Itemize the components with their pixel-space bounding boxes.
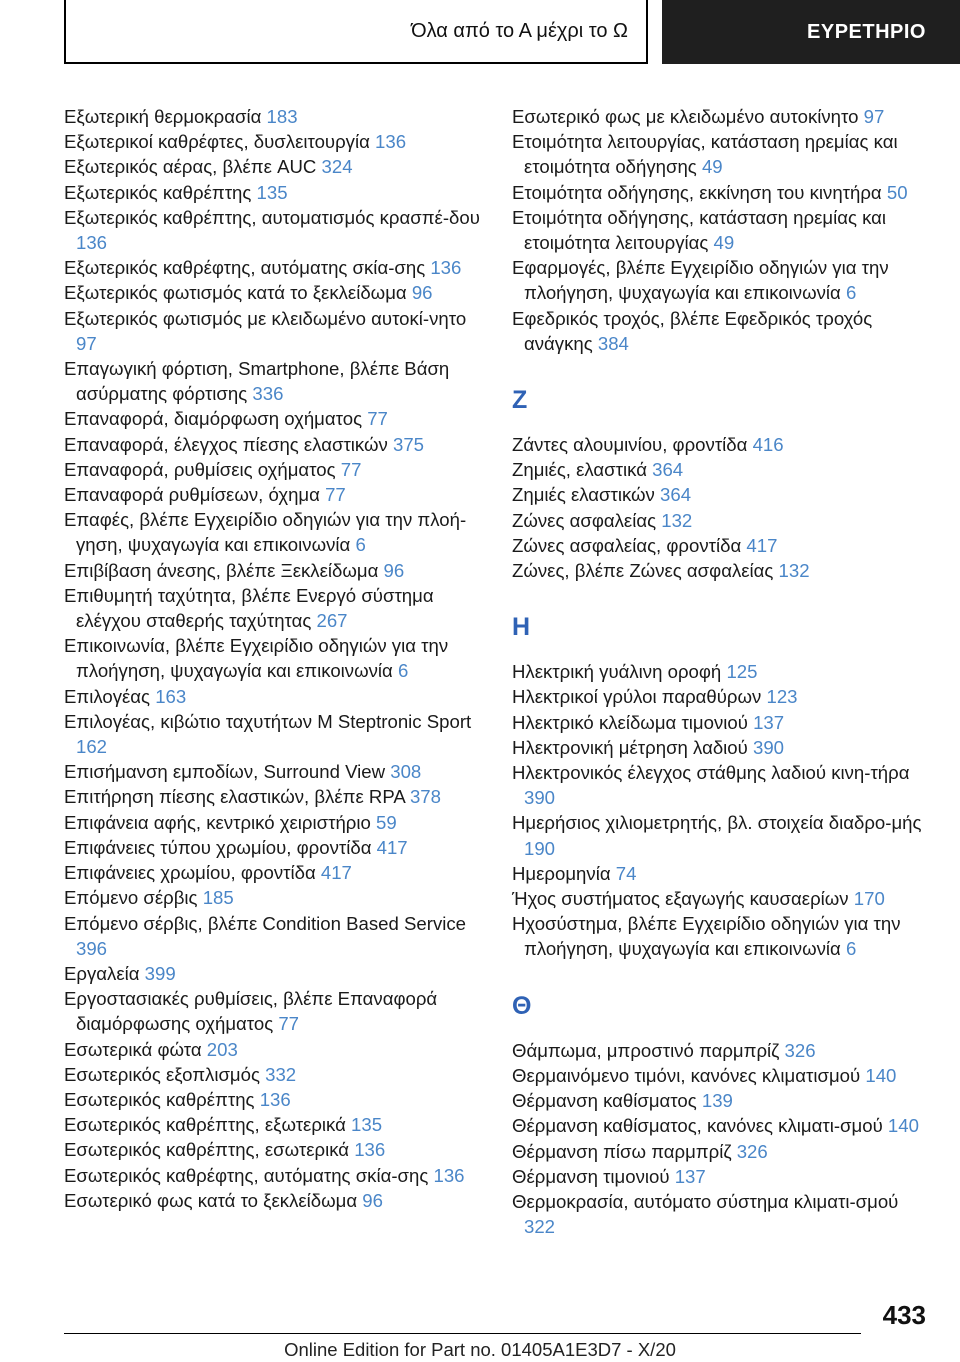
entry-term: Επιλογέας, κιβώτιο ταχυτήτων M Steptronic Sport xyxy=(64,710,472,732)
entry-page-link[interactable]: 332 xyxy=(265,1063,297,1085)
index-entry xyxy=(512,735,932,760)
entry-page-link[interactable]: 136 xyxy=(433,1164,465,1186)
entry-page-link[interactable]: 324 xyxy=(321,156,353,178)
entry-term: Επιφάνειες χρωμίου, φροντίδα xyxy=(64,862,316,884)
entry-page-link[interactable]: 417 xyxy=(746,534,778,556)
chapter-tab xyxy=(64,0,648,64)
index-entry xyxy=(64,306,484,356)
index-entry xyxy=(64,1062,484,1087)
entry-term: Επισήμανση εμποδίων, Surround View xyxy=(64,761,386,783)
entry-page-link[interactable]: 384 xyxy=(597,332,629,354)
entry-page-link[interactable]: 77 xyxy=(340,458,362,480)
entry-term: Ηλεκτρικοί γρύλοι παραθύρων xyxy=(512,686,762,708)
entry-term: Εσωτερικός εξοπλισμός xyxy=(64,1063,260,1085)
index-entry xyxy=(512,180,932,205)
entry-page-link[interactable]: 136 xyxy=(430,257,462,279)
entry-term: Ζώνες ασφαλείας, φροντίδα xyxy=(512,534,742,556)
entry-page-link[interactable]: 183 xyxy=(266,106,298,127)
entry-page-link[interactable]: 267 xyxy=(316,610,348,632)
entry-term: Επιθυμητή ταχύτητα, βλέπε Ενεργό σύστημα ελέγχου σταθερής ταχύτητας xyxy=(64,584,434,632)
index-entry xyxy=(64,1137,484,1162)
entry-term: Εργοστασιακές ρυθμίσεις, βλέπε Επαναφορά διαμόρφωσης οχήματος xyxy=(64,988,438,1035)
entry-term: Θέρμανση καθίσματος xyxy=(512,1090,697,1112)
entry-term: Ζώνες ασφαλείας xyxy=(512,509,657,531)
index-entry xyxy=(64,784,484,809)
entry-page-link[interactable]: 135 xyxy=(351,1114,383,1136)
index-entry xyxy=(64,1188,484,1213)
entry-page-link[interactable]: 132 xyxy=(661,509,693,531)
entry-page-link[interactable]: 123 xyxy=(766,686,798,708)
entry-page-link[interactable]: 140 xyxy=(865,1064,897,1086)
entry-page-link[interactable]: 364 xyxy=(652,459,684,481)
entry-term: Επόμενο σέρβις xyxy=(64,887,198,909)
entry-page-link[interactable]: 6 xyxy=(397,660,409,682)
index-entry xyxy=(64,280,484,305)
entry-page-link[interactable]: 140 xyxy=(887,1115,919,1137)
index-entry xyxy=(64,1087,484,1112)
entry-page-link[interactable]: 170 xyxy=(853,888,885,910)
entry-page-link[interactable]: 74 xyxy=(615,862,637,884)
index-entry xyxy=(512,508,932,533)
entry-page-link[interactable]: 326 xyxy=(736,1140,768,1162)
entry-page-link[interactable]: 396 xyxy=(76,937,108,959)
entry-page-link[interactable]: 136 xyxy=(76,232,108,254)
entry-page-link[interactable]: 97 xyxy=(76,332,97,354)
index-entry xyxy=(512,558,932,583)
index-entry xyxy=(64,835,484,860)
entry-page-link[interactable]: 336 xyxy=(252,383,284,405)
entry-page-link[interactable]: 322 xyxy=(524,1216,556,1238)
entry-page-link[interactable]: 417 xyxy=(320,862,352,884)
index-entry xyxy=(512,129,932,179)
entry-term: Εσωτερικός καθρέπτης, εξωτερικά xyxy=(64,1114,346,1136)
entry-page-link[interactable]: 162 xyxy=(76,736,108,758)
index-entry xyxy=(64,810,484,835)
entry-term: Εξωτερικός φωτισμός με κλειδωμένο αυτοκί-νητο xyxy=(64,307,467,329)
entry-page-link[interactable]: 137 xyxy=(674,1165,706,1187)
index-entry xyxy=(64,255,484,280)
entry-page-link[interactable]: 136 xyxy=(354,1139,386,1161)
entry-page-link[interactable]: 375 xyxy=(392,433,425,455)
index-entry xyxy=(512,861,932,886)
spacer xyxy=(512,1025,932,1038)
index-entry xyxy=(64,860,484,885)
spacer xyxy=(512,583,932,596)
section-tab xyxy=(662,0,960,64)
page-header xyxy=(0,0,960,70)
index-entry xyxy=(512,1088,932,1113)
entry-term: Θερμοκρασία, αυτόματο σύστημα κλιματι-σμού xyxy=(512,1190,899,1212)
index-entry xyxy=(64,633,484,683)
index-entry xyxy=(512,1164,932,1189)
entry-term: Ετοιμότητα οδήγησης, κατάσταση ηρεμίας και ετοιμότητα λειτουργίας xyxy=(512,206,887,254)
index-entry xyxy=(64,911,484,961)
index-entry xyxy=(64,154,484,179)
entry-page-link[interactable]: 139 xyxy=(701,1090,733,1112)
index-entry xyxy=(512,1139,932,1164)
index-entry xyxy=(64,759,484,784)
entry-term: Ετοιμότητα λειτουργίας, κατάσταση ηρεμίας και ετοιμότητα οδήγησης xyxy=(512,131,898,178)
index-entry xyxy=(64,507,484,557)
entry-page-link[interactable]: 77 xyxy=(367,408,388,430)
entry-term: Επιφάνειες τύπου χρωμίου, φροντίδα xyxy=(64,836,372,858)
footer-rule xyxy=(64,1333,861,1334)
index-entry xyxy=(64,709,484,759)
index-entry xyxy=(512,205,932,255)
entry-page-link[interactable]: 136 xyxy=(375,131,407,153)
index-entry xyxy=(512,1063,932,1088)
entry-page-link[interactable]: 378 xyxy=(409,786,441,808)
entry-term: Επιβίβαση άνεσης, βλέπε Ξεκλείδωμα xyxy=(64,559,379,581)
entry-term: Ζάντες αλουμινίου, φροντίδα xyxy=(512,434,748,456)
entry-term: Θερμαινόμενο τιμόνι, κανόνες κλιματισμού xyxy=(512,1064,861,1086)
index-entry xyxy=(64,356,484,406)
index-entry xyxy=(64,986,484,1036)
entry-page-link[interactable]: 135 xyxy=(256,181,288,203)
entry-page-link[interactable]: 49 xyxy=(713,232,735,254)
entry-term: Εξωτερικοί καθρέφτες, δυσλειτουργία xyxy=(64,131,370,153)
entry-term: Θέρμανση τιμονιού xyxy=(512,1165,670,1187)
entry-term: Ημερήσιος χιλιομετρητής, βλ. στοιχεία διαδρο-μής xyxy=(512,812,922,834)
entry-term: Επόμενο σέρβις, βλέπε Condition Based Service xyxy=(64,912,467,934)
entry-term: Επιτήρηση πίεσης ελαστικών, βλέπε RPA xyxy=(64,786,405,808)
entry-term: Ηλεκτρική γυάλινη οροφή xyxy=(512,661,722,683)
index-entry xyxy=(512,911,932,961)
spacer xyxy=(512,419,932,432)
entry-term: Επικοινωνία, βλέπε Εγχειρίδιο οδηγιών για την πλοήγηση, ψυχαγωγία και επικοινωνία xyxy=(64,635,449,682)
index-entry xyxy=(512,684,932,709)
letter-heading: Η xyxy=(512,613,531,642)
entry-page-link[interactable]: 163 xyxy=(155,685,187,707)
entry-term: Ήχος συστήματος εξαγωγής καυσαερίων xyxy=(512,888,849,910)
index-entry xyxy=(64,961,484,986)
entry-page-link[interactable]: 6 xyxy=(355,534,366,556)
letter-heading: Ζ xyxy=(512,386,528,415)
entry-page-link[interactable]: 185 xyxy=(202,887,234,909)
entry-page-link[interactable]: 390 xyxy=(524,787,556,809)
entry-term: Ετοιμότητα οδήγησης, εκκίνηση του κινητήρα xyxy=(512,181,882,203)
entry-page-link[interactable]: 125 xyxy=(726,661,758,683)
entry-page-link[interactable]: 137 xyxy=(753,711,785,733)
entry-term: Επαναφορά ρυθμίσεων, όχημα xyxy=(64,484,320,506)
edition-note: Online Edition for Part no. 01405A1E3D7 - X/20 xyxy=(284,1339,676,1360)
entry-term: Εφεδρικός τροχός, βλέπε Εφεδρικός τροχός ανάγκης xyxy=(512,307,873,354)
index-entry xyxy=(512,255,932,305)
entry-page-link[interactable]: 364 xyxy=(660,484,692,506)
index-entry xyxy=(64,1163,484,1188)
entry-page-link[interactable]: 416 xyxy=(752,434,784,456)
entry-term: Ηλεκτρικό κλείδωμα τιμονιού xyxy=(512,711,748,733)
index-column-left xyxy=(64,104,484,1213)
entry-page-link[interactable]: 77 xyxy=(325,484,346,506)
index-entry xyxy=(512,710,932,735)
index-entry xyxy=(64,482,484,507)
entry-page-link[interactable]: 399 xyxy=(144,962,176,984)
entry-term: Ηχοσύστημα, βλέπε Εγχειρίδιο οδηγιών για την πλοήγηση, ψυχαγωγία και επικοινωνία xyxy=(512,913,901,960)
entry-term: Εσωτερικός καθρέπτης xyxy=(64,1088,255,1110)
entry-page-link[interactable]: 136 xyxy=(259,1088,291,1110)
entry-term: Εξωτερική θερμοκρασία xyxy=(64,106,262,127)
entry-term: Επαναφορά, διαμόρφωση οχήματος xyxy=(64,408,363,430)
index-entry xyxy=(512,659,932,684)
entry-term: Εσωτερικό φως κατά το ξεκλείδωμα xyxy=(64,1189,358,1211)
entry-page-link[interactable]: 97 xyxy=(863,106,885,127)
entry-term: Επαγωγική φόρτιση, Smartphone, βλέπε Βάση ασύρματης φόρτισης xyxy=(64,358,450,405)
entry-term: Θέρμανση πίσω παρμπρίζ xyxy=(512,1140,732,1162)
entry-term: Εξωτερικός φωτισμός κατά το ξεκλείδωμα xyxy=(64,282,407,304)
index-entry xyxy=(64,1112,484,1137)
chapter-title: Όλα από το Α μέχρι το Ω xyxy=(411,19,628,42)
entry-page-link[interactable]: 308 xyxy=(390,761,422,783)
entry-term: Εξωτερικός καθρέπτης, αυτοματισμός κρασπέ-δου xyxy=(64,206,480,228)
entry-page-link[interactable]: 77 xyxy=(278,1013,300,1035)
entry-page-link[interactable]: 390 xyxy=(752,736,785,758)
index-entry xyxy=(64,558,484,583)
letter-heading: Θ xyxy=(512,991,532,1020)
index-entry xyxy=(512,760,932,810)
entry-page-link[interactable]: 203 xyxy=(206,1038,238,1060)
entry-page-link[interactable]: 59 xyxy=(376,811,397,833)
entry-term: Εσωτερικός καθρέπτης, εσωτερικά xyxy=(64,1139,350,1161)
entry-term: Εφαρμογές, βλέπε Εγχειρίδιο οδηγιών για την πλοήγηση, ψυχαγωγία και επικοινωνία xyxy=(512,257,889,304)
index-column-right xyxy=(512,104,932,1239)
entry-term: Θάμπωμα, μπροστινό παρμπρίζ xyxy=(512,1039,780,1061)
index-entry xyxy=(512,1189,932,1239)
entry-page-link[interactable]: 50 xyxy=(886,181,908,203)
entry-term: Επαφές, βλέπε Εγχειρίδιο οδηγιών για την πλοή-γηση, ψυχαγωγία και επικοινωνία xyxy=(64,509,467,556)
index-entry xyxy=(64,432,484,457)
index-entry xyxy=(64,180,484,205)
entry-term: Ζημιές, ελαστικά xyxy=(512,459,647,481)
index-entry xyxy=(512,533,932,558)
entry-term: Εξωτερικός καθρέφτης, αυτόματης σκία-σης xyxy=(64,257,426,279)
entry-term: Ηλεκτρονικός έλεγχος στάθμης λαδιού κινη-τήρα xyxy=(512,762,910,784)
entry-term: Εσωτερικά φώτα xyxy=(64,1038,202,1060)
entry-page-link[interactable]: 326 xyxy=(784,1039,816,1061)
index-entry xyxy=(64,583,484,633)
entry-term: Εξωτερικός καθρέπτης xyxy=(64,181,252,203)
entry-term: Επαναφορά, έλεγχος πίεσης ελαστικών xyxy=(64,433,388,455)
index-entry xyxy=(64,205,484,255)
entry-term: Θέρμανση καθίσματος, κανόνες κλιματι-σμού xyxy=(512,1115,883,1137)
entry-page-link[interactable]: 96 xyxy=(362,1189,383,1211)
entry-page-link[interactable]: 96 xyxy=(383,559,405,581)
entry-term: Εργαλεία xyxy=(64,962,140,984)
entry-term: Ηλεκτρονική μέτρηση λαδιού xyxy=(512,736,748,758)
index-entry xyxy=(512,432,932,457)
index-entry xyxy=(512,810,932,860)
entry-page-link[interactable]: 49 xyxy=(701,156,723,178)
entry-page-link[interactable]: 132 xyxy=(778,560,810,582)
entry-page-link[interactable]: 190 xyxy=(524,837,556,859)
page-number: 433 xyxy=(882,1300,926,1330)
spacer xyxy=(512,646,932,659)
index-entry xyxy=(64,885,484,910)
entry-term: Επιφάνεια αφής, κεντρικό χειριστήριο xyxy=(64,811,371,833)
section-title: ΕΥΡΕΤΗΡΙΟ xyxy=(807,20,926,43)
spacer xyxy=(512,356,932,369)
index-entry xyxy=(64,684,484,709)
entry-term: Ημερομηνία xyxy=(512,862,611,884)
entry-term: Επαναφορά, ρυθμίσεις οχήματος xyxy=(64,458,336,480)
index-entry xyxy=(512,306,932,356)
entry-page-link[interactable]: 417 xyxy=(376,836,408,858)
index-entry xyxy=(512,886,932,911)
index-entry xyxy=(64,1037,484,1062)
index-entry xyxy=(512,1113,932,1138)
index-entry xyxy=(512,104,932,129)
entry-term: Ζώνες, βλέπε Ζώνες ασφαλείας xyxy=(512,560,774,582)
entry-page-link[interactable]: 96 xyxy=(411,282,433,304)
index-entry xyxy=(512,457,932,482)
index-entry xyxy=(512,1038,932,1063)
index-entry xyxy=(64,129,484,154)
entry-term: Εσωτερικό φως με κλειδωμένο αυτοκίνητο xyxy=(512,106,859,127)
entry-term: Ζημιές ελαστικών xyxy=(512,484,655,506)
entry-term: Εσωτερικός καθρέφτης, αυτόματης σκία-σης xyxy=(64,1164,429,1186)
index-entry xyxy=(64,406,484,431)
index-entry xyxy=(512,482,932,507)
index-entry xyxy=(64,457,484,482)
index-entry xyxy=(64,104,484,129)
entry-term: Εξωτερικός αέρας, βλέπε AUC xyxy=(64,156,317,178)
entry-page-link[interactable]: 6 xyxy=(845,938,857,960)
spacer xyxy=(512,962,932,975)
entry-page-link[interactable]: 6 xyxy=(845,282,857,304)
entry-term: Επιλογέας xyxy=(64,685,151,707)
